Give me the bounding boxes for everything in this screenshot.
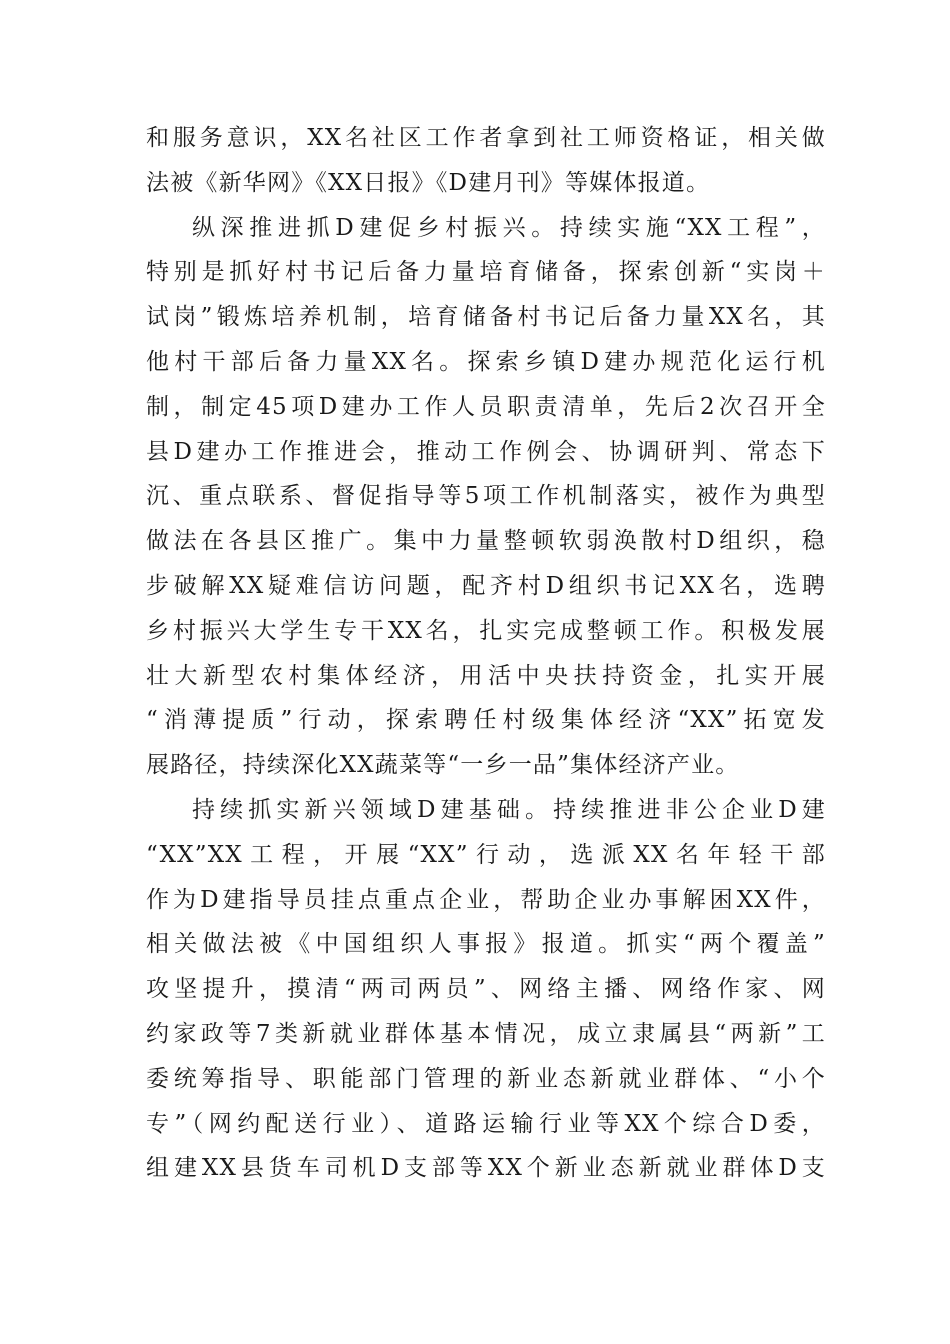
text-line: “XX”XX工程，开展“XX”行动，选派XX名年轻干部 [146, 841, 826, 868]
paragraph-first-line: 持续抓实新兴领域D建基础。持续推进非公企业D建 [192, 796, 826, 823]
text-line: 约家政等7类新就业群体基本情况，成立隶属县“两新”工 [146, 1020, 826, 1047]
text-line: 壮大新型农村集体经济，用活中央扶持资金，扎实开展 [146, 662, 826, 689]
text-line: 他村干部后备力量XX名。探索乡镇D建办规范化运行机 [146, 348, 826, 375]
paragraph-end-line: 法被《新华网》《XX日报》《D建月刊》等媒体报道。 [146, 169, 711, 196]
text-line: 作为D建指导员挂点重点企业，帮助企业办事解困XX件， [146, 886, 826, 913]
text-line: 专”（网约配送行业）、道路运输行业等XX个综合D委， [146, 1110, 826, 1137]
paragraph-end-line: 展路径，持续深化XX蔬菜等“一乡一品”集体经济产业。 [146, 752, 740, 779]
text-line: 步破解XX疑难信访问题，配齐村D组织书记XX名，选聘 [146, 572, 826, 599]
text-line: 组建XX县货车司机D支部等XX个新业态新就业群体D支 [146, 1155, 826, 1182]
text-line: “消薄提质”行动，探索聘任村级集体经济“XX”拓宽发 [146, 707, 826, 734]
text-line: 沉、重点联系、督促指导等5项工作机制落实，被作为典型 [146, 483, 826, 510]
text-line: 相关做法被《中国组织人事报》报道。抓实“两个覆盖” [146, 931, 826, 958]
body-text [146, 116, 826, 1191]
paragraph-first-line: 纵深推进抓D建促乡村振兴。持续实施“XX工程”， [192, 214, 826, 241]
text-line: 县D建办工作推进会，推动工作例会、协调研判、常态下 [146, 438, 826, 465]
text-line: 攻坚提升，摸清“两司两员”、网络主播、网络作家、网 [146, 976, 826, 1003]
text-line: 委统筹指导、职能部门管理的新业态新就业群体、“小个 [146, 1065, 826, 1092]
text-line: 乡村振兴大学生专干XX名，扎实完成整顿工作。积极发展 [146, 617, 826, 644]
text-line: 和服务意识，XX名社区工作者拿到社工师资格证，相关做 [146, 125, 826, 151]
text-line: 特别是抓好村书记后备力量培育储备，探索创新“实岗＋ [146, 259, 826, 286]
text-line: 试岗”锻炼培养机制，培育储备村书记后备力量XX名，其 [146, 304, 826, 331]
text-line: 制，制定45项D建办工作人员职责清单，先后2次召开全 [146, 393, 826, 420]
text-line: 做法在各县区推广。集中力量整顿软弱涣散村D组织，稳 [146, 528, 826, 555]
